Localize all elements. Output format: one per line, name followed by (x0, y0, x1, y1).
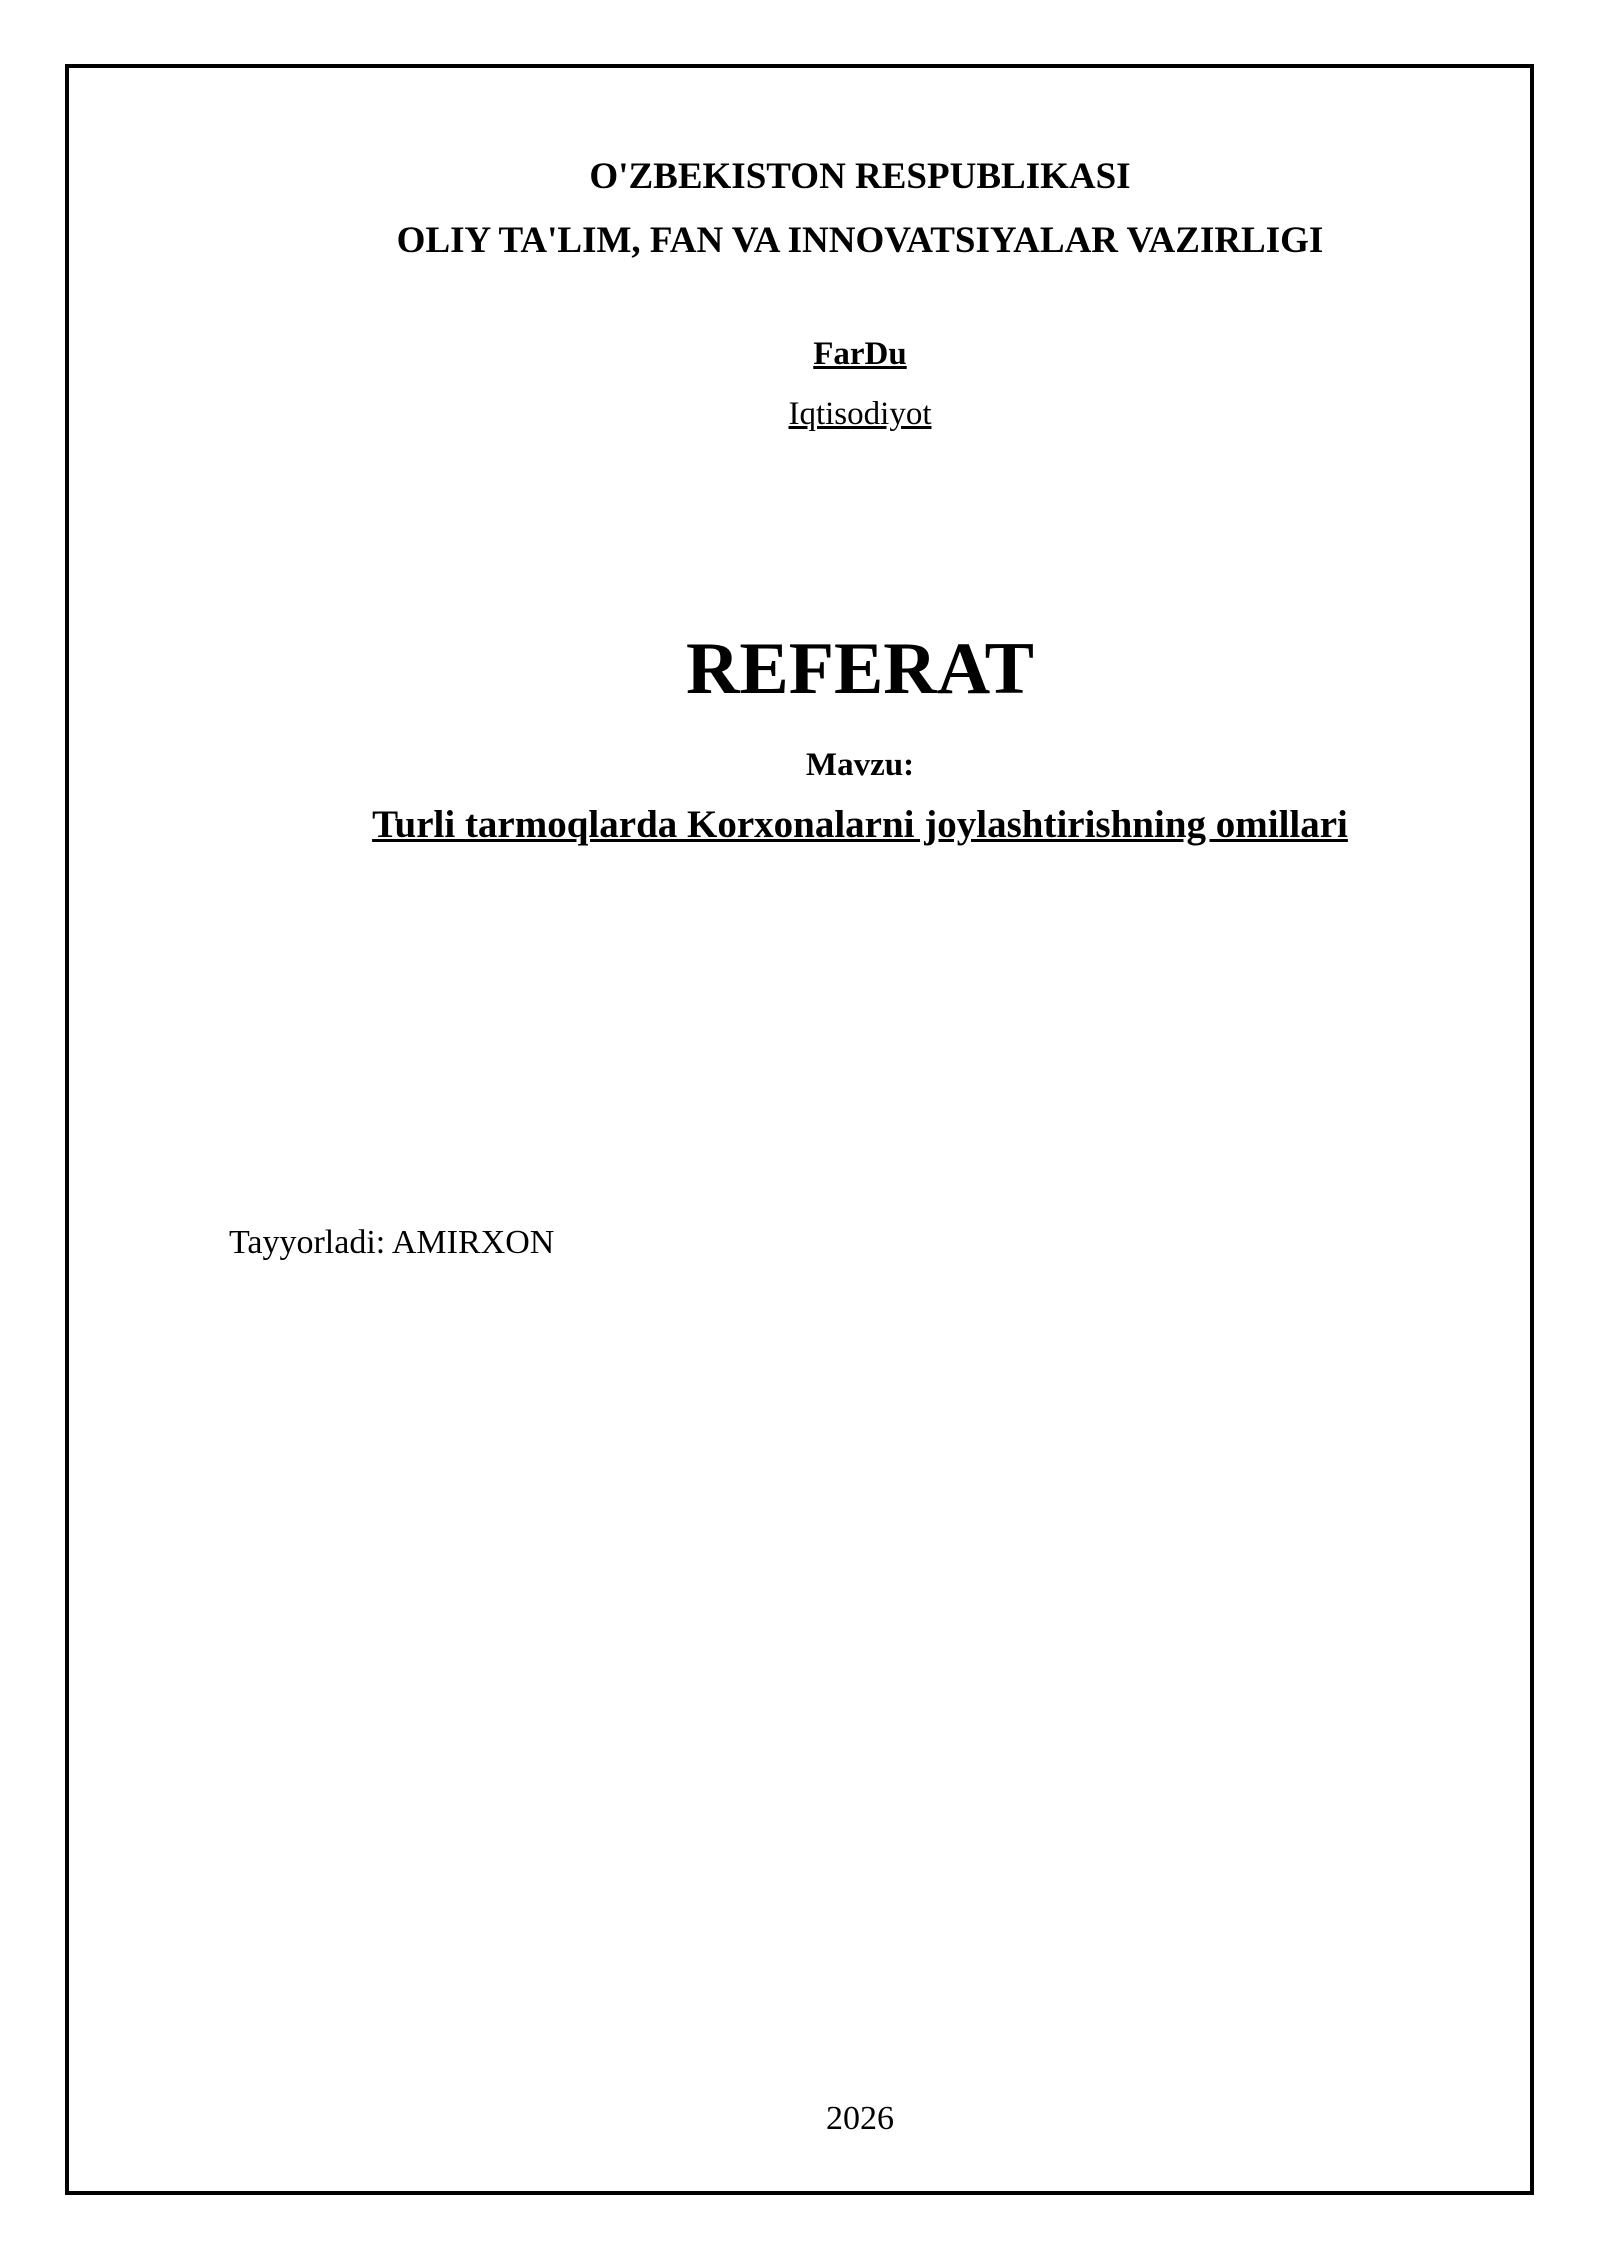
page-border (65, 64, 1534, 2195)
ministry-line-1: O'ZBEKISTON RESPUBLIKASI (589, 156, 1131, 197)
topic-label: Mavzu: (805, 747, 915, 783)
ministry-line-2: OLIY TA'LIM, FAN VA INNOVATSIYALAR VAZIRLIGI (396, 220, 1324, 261)
topic-title: Turli tarmoqlarda Korxonalarni joylashtirishning omillari (372, 803, 1348, 846)
year: 2026 (826, 2100, 894, 2137)
document-type-title: REFERAT (685, 628, 1035, 710)
author-line: Tayyorladi: AMIRXON (229, 1224, 555, 1261)
university-name: FarDu (813, 336, 907, 372)
faculty-name: Iqtisodiyot (788, 396, 932, 432)
